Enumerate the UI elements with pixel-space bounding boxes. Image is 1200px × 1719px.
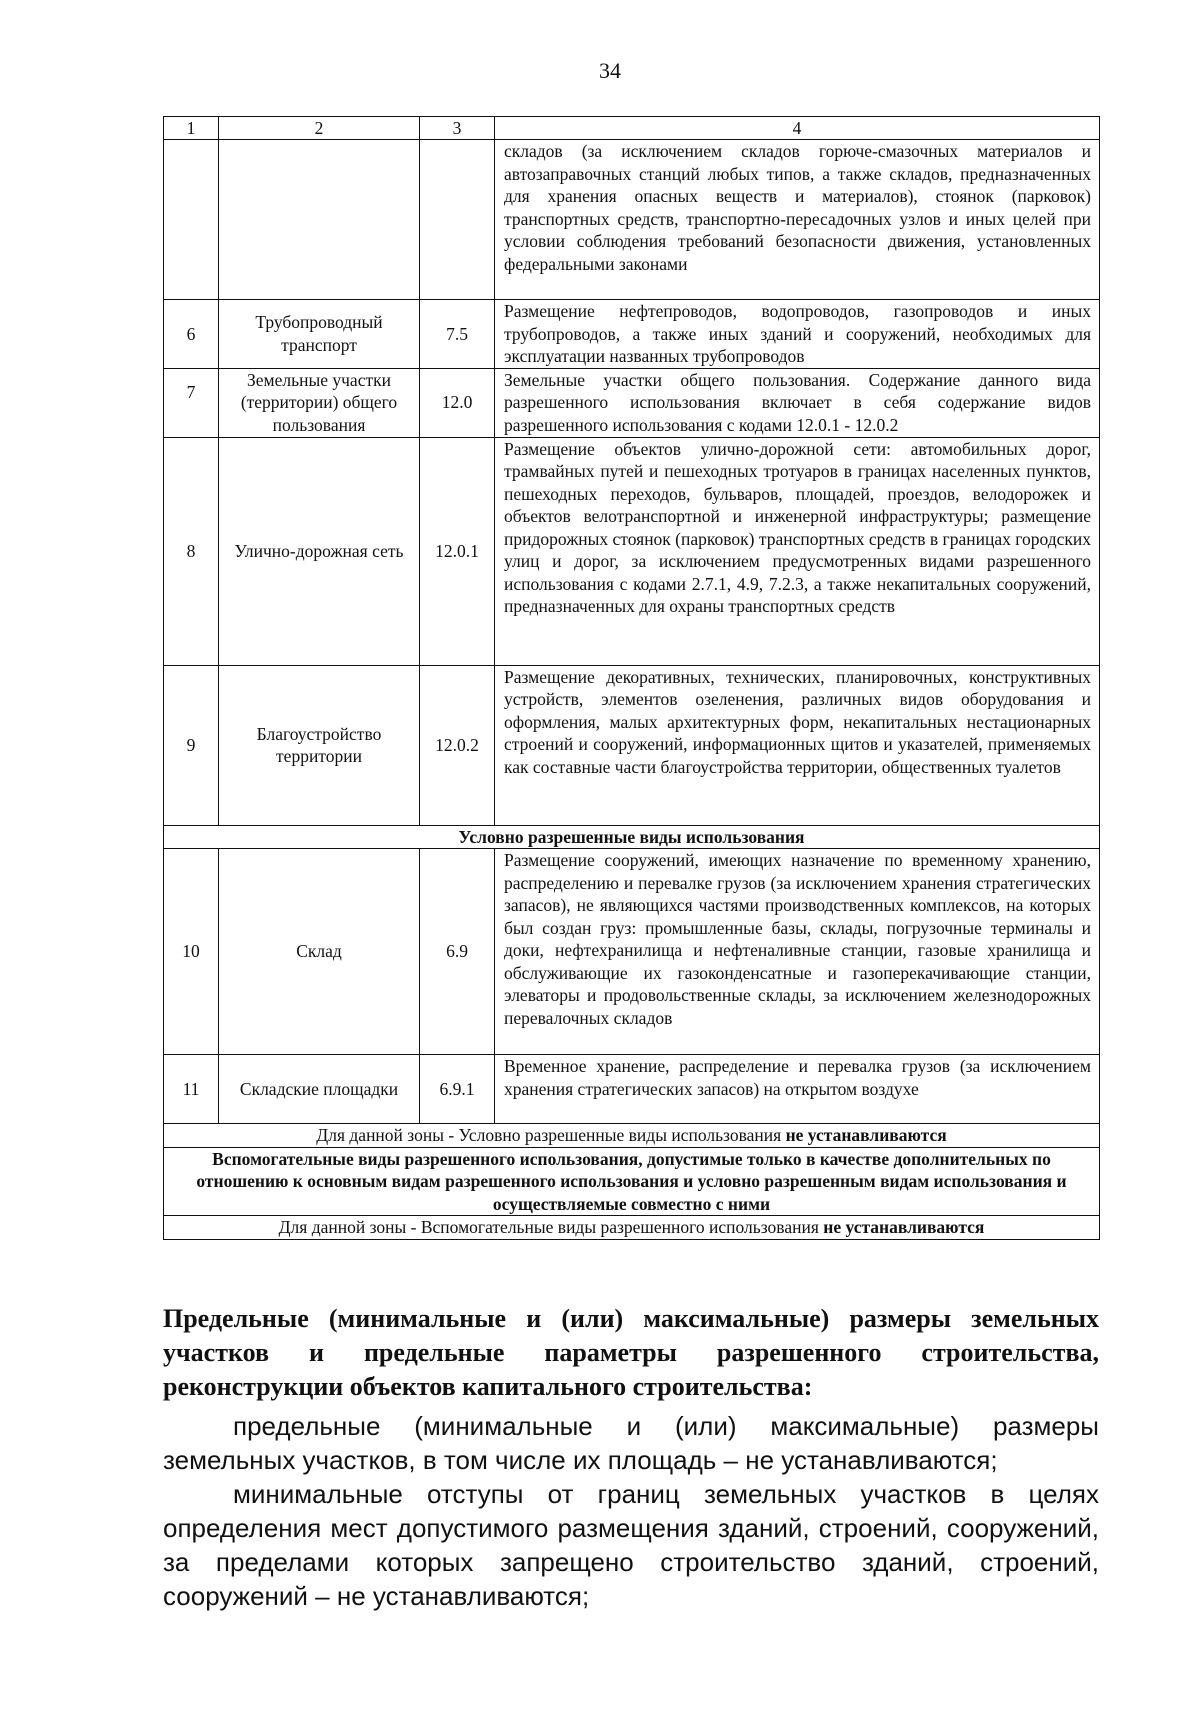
table-header-row [164, 117, 1100, 140]
use-type-name: Склад [219, 849, 420, 1055]
note-row [164, 1124, 1100, 1148]
page-number: 34 [599, 58, 621, 83]
conditional-uses-header: Условно разрешенные виды использования [164, 825, 1100, 849]
use-type-description: Размещение сооружений, имеющих назначение по временному хранению, распределению и перевалке грузов (за исключением хранения стратегических запасов), не являющихся частями производственных комплексов, на которых был создан груз: промышленные базы, склады, погрузочные терминалы и доки, нефтехранилища и нефтеналивные станции, газовые хранилища и обслуживающие их газоконденсатные и газоперекачивающие станции, элеваторы и продовольственные склады, за исключением железнодорожных перевалочных складов [495, 849, 1100, 1055]
table-row [164, 140, 1100, 300]
conditional-uses-note [164, 1124, 1100, 1148]
use-type-description: складов (за исключением складов горюче-смазочных материалов и автозаправочных станций любых типов, а также складов, предназначенных для хранения опасных веществ и материалов), стоянок (парковок) транспортных средств, транспортно-пересадочных узлов и иных целей при условии соблюдения требований безопасности движения, установленных федеральными законами [495, 140, 1100, 300]
section-row [164, 1147, 1100, 1216]
use-type-description: Земельные участки общего пользования. Содержание данного вида разрешенного использования включает в себя содержание видов разрешенного использования с кодами 12.0.1 - 12.0.2 [495, 368, 1100, 437]
table-row [164, 849, 1100, 1055]
use-type-code: 7.5 [420, 300, 495, 369]
row-number: 9 [164, 665, 219, 825]
row-number: 10 [164, 849, 219, 1055]
use-type-name: Земельные участки (территории) общего пользования [219, 368, 420, 437]
row-number: 6 [164, 300, 219, 369]
use-type-description: Размещение декоративных, технических, планировочных, конструктивных устройств, элементов озеленения, различных видов оборудования и оформления, малых архитектурных форм, некапитальных нестационарных строений и сооружений, информационных щитов и указателей, применяемых как составные части благоустройства территории, общественных туалетов [495, 665, 1100, 825]
use-type-name: Трубопроводный транспорт [219, 300, 420, 369]
use-type-name: Складские площадки [219, 1055, 420, 1124]
auxiliary-uses-header: Вспомогательные виды разрешенного использования, допустимые только в качестве дополнительных по отношению к основным видам разрешенного использования и условно разрешенным видам использования и осуществляемые совместно с ними [164, 1147, 1100, 1216]
note-status: не устанавливаются [785, 1125, 947, 1145]
note-text: Для данной зоны - Условно разрешенные виды использования [316, 1125, 782, 1145]
table-row [164, 368, 1100, 437]
section-title: Предельные (минимальные и (или) максимальные) размеры земельных участков и предельные параметры разрешенного строительства, реконструкции объектов капитального строительства: [163, 1304, 1099, 1401]
note-row [164, 1216, 1100, 1240]
use-type-code: 6.9 [420, 849, 495, 1055]
use-type-description: Временное хранение, распределение и перевалка грузов (за исключением хранения стратегических запасов) на открытом воздухе [495, 1055, 1100, 1124]
table-row [164, 665, 1100, 825]
use-type-code [420, 140, 495, 300]
section-row [164, 825, 1100, 849]
use-type-name: Благоустройство территории [219, 665, 420, 825]
table-row [164, 1055, 1100, 1124]
use-type-description: Размещение объектов улично-дорожной сети: автомобильных дорог, трамвайных путей и пешеходных тротуаров в границах населенных пунктов, пешеходных переходов, бульваров, площадей, проездов, велодорожек и объектов велотранспортной и инженерной инфраструктуры; размещение придорожных стоянок (парковок) транспортных средств в границах городских улиц и дорог, за исключением предусмотренных видами разрешенного использования с кодами 2.7.1, 4.9, 7.2.3, а также некапитальных сооружений, предназначенных для охраны транспортных средств [495, 437, 1100, 665]
row-number: 11 [164, 1055, 219, 1124]
land-use-table [163, 116, 1100, 1240]
header-cell: 4 [495, 117, 1100, 140]
use-type-name: Улично-дорожная сеть [219, 437, 420, 665]
use-type-name [219, 140, 420, 300]
auxiliary-uses-note [164, 1216, 1100, 1240]
use-type-code: 6.9.1 [420, 1055, 495, 1124]
note-status: не устанавливаются [823, 1217, 985, 1237]
row-number: 8 [164, 437, 219, 665]
note-text: Для данной зоны - Вспомогательные виды разрешенного использования [278, 1217, 819, 1237]
use-type-code: 12.0.2 [420, 665, 495, 825]
use-type-code: 12.0 [420, 368, 495, 437]
header-cell: 1 [164, 117, 219, 140]
header-cell: 2 [219, 117, 420, 140]
use-type-description: Размещение нефтепроводов, водопроводов, газопроводов и иных трубопроводов, а также иных зданий и сооружений, необходимых для эксплуатации названных трубопроводов [495, 300, 1100, 369]
use-type-code: 12.0.1 [420, 437, 495, 665]
table-row [164, 437, 1100, 665]
table-row [164, 300, 1100, 369]
row-number [164, 140, 219, 300]
paragraph: предельные (минимальные и (или) максимальные) размеры земельных участков, в том числе их площадь – не устанавливаются; [163, 1411, 1099, 1475]
header-cell: 3 [420, 117, 495, 140]
paragraph: минимальные отступы от границ земельных участков в целях определения мест допустимого размещения зданий, строений, сооружений, за пределами которых запрещено строительство зданий, строений, сооружений – не устанавливаются; [163, 1479, 1099, 1611]
row-number: 7 [164, 368, 219, 437]
